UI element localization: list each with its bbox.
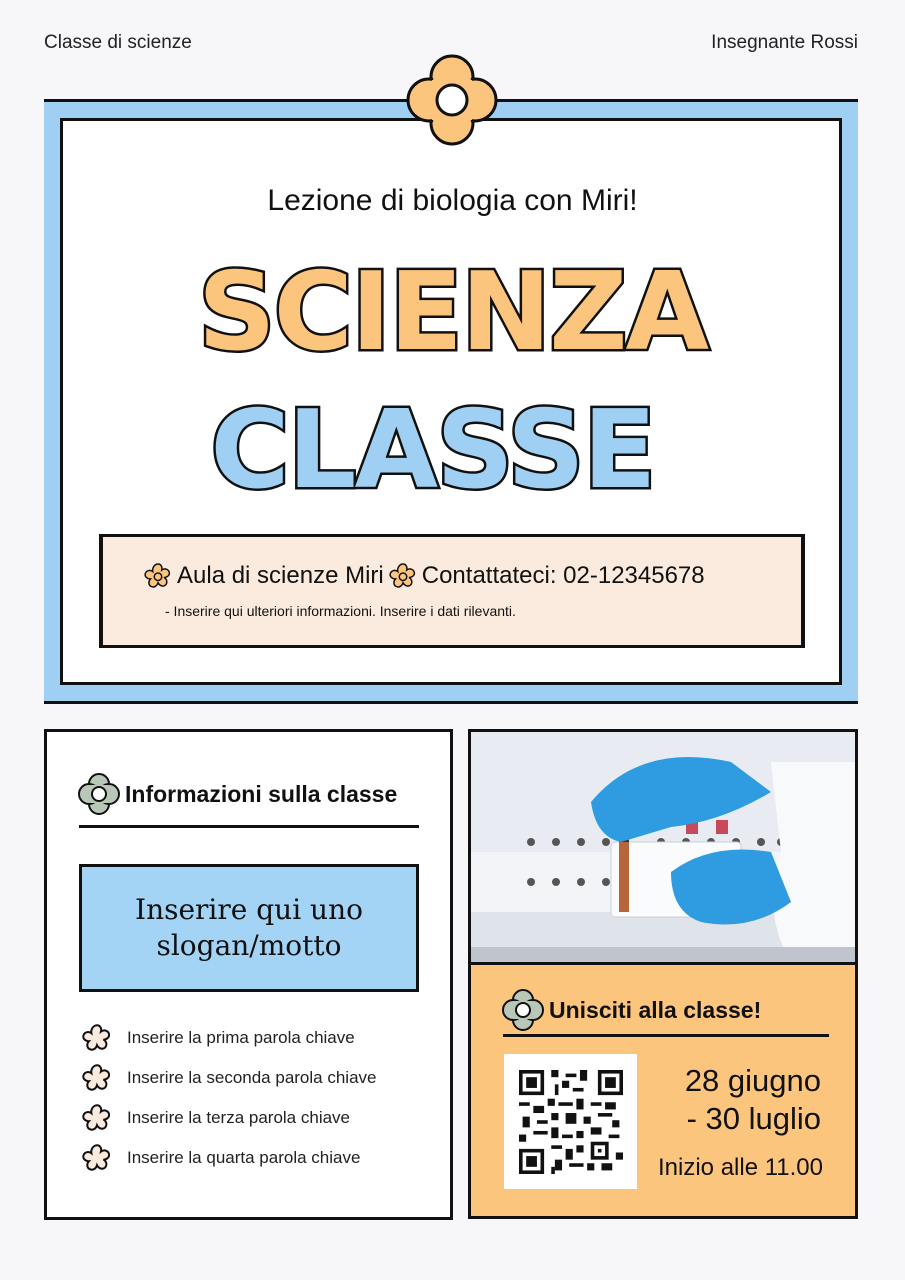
list-item: [81, 1138, 376, 1178]
flower-icon: [77, 772, 121, 816]
info-note: - Inserire qui ulteriori informazioni. Inserire i dati rilevanti.: [165, 603, 516, 619]
date-end: - 30 luglio: [686, 1101, 821, 1136]
join-title-text: Unisciti alla classe!: [549, 996, 762, 1023]
date-range: [685, 1062, 821, 1138]
list-item: [81, 1098, 376, 1138]
info-box: [99, 534, 805, 648]
flower-icon: [402, 50, 502, 150]
flower-icon: [81, 1142, 113, 1174]
keyword-list: [81, 1018, 376, 1178]
lesson-subtitle: Lezione di biologia con Miri!: [267, 184, 638, 217]
join-header: [501, 988, 761, 1032]
slogan-box: Inserire qui uno slogan/motto: [79, 864, 419, 992]
list-item: [81, 1018, 376, 1058]
title-scienza: SCIENZA: [197, 250, 708, 375]
info-line: [143, 561, 705, 591]
keyword-text: Inserire la seconda parola chiave: [127, 1068, 377, 1087]
flower-icon: [81, 1062, 113, 1094]
title-classe: CLASSE: [210, 388, 655, 513]
class-info-title-text: Informazioni sulla classe: [125, 780, 398, 807]
qr-code[interactable]: [504, 1054, 637, 1189]
flower-icon: [81, 1102, 113, 1134]
join-card: [468, 729, 858, 1219]
qr-code-image: [519, 1070, 623, 1174]
start-time: Inizio alle 11.00: [658, 1154, 823, 1181]
join-title: [501, 988, 761, 1032]
date-start: 28 giugno: [684, 1063, 821, 1098]
keyword-text: Inserire la quarta parola chiave: [127, 1148, 361, 1167]
divider: [503, 1034, 829, 1037]
class-info-title: [77, 772, 397, 816]
header-left: Classe di scienze: [44, 32, 192, 53]
flower-icon: [388, 561, 418, 591]
contact-label: Contattateci: 02-12345678: [421, 562, 705, 589]
class-info-card: [44, 729, 453, 1220]
list-item: [81, 1058, 376, 1098]
room-label: Aula di scienze Miri: [177, 562, 384, 589]
lab-photo: [471, 732, 855, 965]
header-right: Insegnante Rossi: [711, 32, 858, 53]
flower-icon: [501, 988, 545, 1032]
keyword-text: Inserire la prima parola chiave: [127, 1028, 355, 1047]
keyword-text: Inserire la terza parola chiave: [127, 1108, 351, 1127]
flower-icon: [81, 1022, 113, 1054]
flower-icon: [143, 561, 173, 591]
divider: [79, 825, 419, 828]
